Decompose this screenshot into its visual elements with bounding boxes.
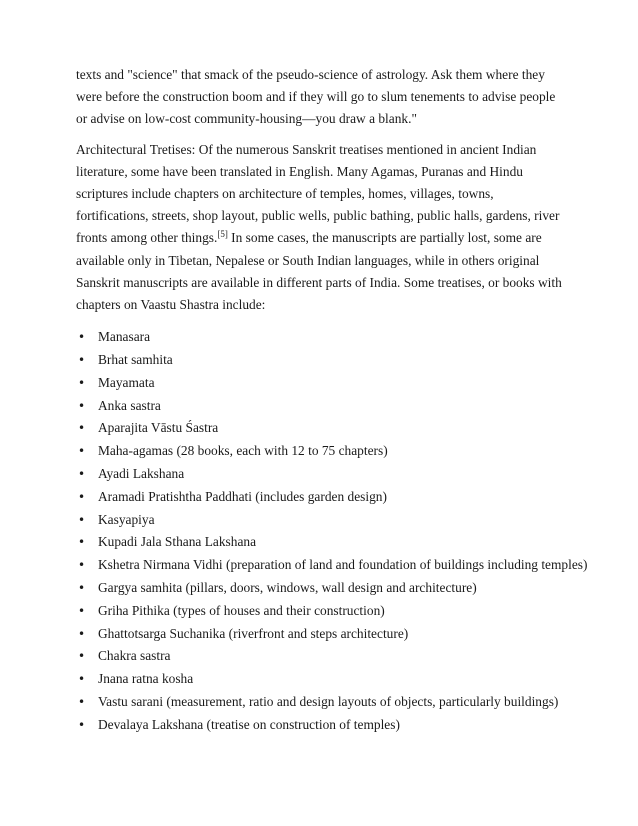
bullet-icon: • [78, 467, 86, 482]
list-item [76, 714, 566, 737]
bullet-icon: • [78, 535, 86, 550]
list-item [76, 623, 566, 646]
list-item-text: Mayamata [98, 374, 155, 390]
list-item-text: Aparajita Vāstu Śastra [98, 420, 219, 436]
list-item [76, 691, 566, 714]
list-item [76, 417, 566, 440]
list-item-text: Ghattotsarga Suchanika (riverfront and steps architecture) [98, 625, 409, 641]
bullet-icon: • [78, 558, 86, 573]
bullet-icon: • [78, 626, 86, 641]
list-item-text: Kshetra Nirmana Vidhi (preparation of land and foundation of buildings including temples) [98, 557, 588, 573]
list-item-text: Chakra sastra [98, 648, 171, 664]
paragraph-text: Architectural Tretises: Of the numerous Sanskrit treatises mentioned in ancient Indian literature, some have been translated in English. Many Agamas, Puranas and Hindu scriptures include chapters on architecture of temples, homes, villages, towns, fortifications, streets, shop layout, public wells, public bathing, public halls, gardens, river fronts among other things. [76, 141, 560, 246]
list-item [76, 463, 566, 486]
bullet-icon: • [78, 694, 86, 709]
list-item-text: Ayadi Lakshana [98, 466, 185, 482]
list-item-text: Anka sastra [98, 397, 161, 413]
list-item [76, 486, 566, 509]
paragraph-text: texts and "science" that smack of the pseudo-science of astrology. Ask them where they were before the construction boom and if they will go to slum tenements to advise people or advise on low-cost community-housing—you draw a blank." [76, 67, 556, 127]
list-item [76, 326, 566, 349]
list-item [76, 440, 566, 463]
bullet-icon: • [78, 330, 86, 345]
list-item-text: Brhat samhita [98, 352, 173, 368]
bullet-icon: • [78, 421, 86, 436]
bullet-icon: • [78, 489, 86, 504]
bullet-icon: • [78, 649, 86, 664]
citation-reference-link[interactable]: [5] [217, 229, 228, 240]
list-item-text: Jnana ratna kosha [98, 671, 194, 687]
list-item [76, 372, 566, 395]
bullet-icon: • [78, 375, 86, 390]
bullet-icon: • [78, 444, 86, 459]
list-item [76, 509, 566, 532]
list-item-text: Devalaya Lakshana (treatise on construction of temples) [98, 716, 400, 732]
bullet-icon: • [78, 581, 86, 595]
list-item-text: Gargya samhita (pillars, doors, windows, wall design and architecture) [98, 580, 477, 595]
paragraph-text-continued: In some cases, the manuscripts are partially lost, some are available only in Tibetan, Nepalese or South Indian languages, while in others original Sanskrit manuscripts are available in different parts of India. Some treatises, or books with chapters on Vaastu Shastra include: [76, 230, 562, 313]
list-item [76, 600, 566, 623]
bullet-icon: • [78, 603, 86, 618]
list-item-text: Manasara [98, 329, 151, 345]
list-item-text: Kupadi Jala Sthana Lakshana [98, 534, 257, 550]
list-item-text: Aramadi Pratishtha Paddhati (includes garden design) [98, 488, 387, 504]
list-item-text: Maha-agamas (28 books, each with 12 to 75 chapters) [98, 443, 388, 459]
bullet-icon: • [78, 353, 86, 368]
bullet-icon: • [78, 398, 86, 413]
document-page [76, 64, 588, 737]
list-item [76, 577, 566, 600]
bullet-icon: • [78, 512, 86, 527]
paragraph-astrology-critique [76, 64, 566, 131]
list-item [76, 668, 566, 691]
list-item-text: Kasyapiya [98, 511, 155, 527]
bullet-icon: • [78, 672, 86, 687]
list-item [76, 531, 566, 554]
paragraph-architectural-treatises [76, 139, 566, 317]
list-item [76, 395, 566, 418]
list-item [76, 554, 588, 577]
treatise-list [76, 326, 588, 736]
list-item-text: Vastu sarani (measurement, ratio and design layouts of objects, particularly buildings) [98, 693, 559, 709]
list-item [76, 645, 566, 668]
list-item [76, 349, 566, 372]
bullet-icon: • [78, 717, 86, 732]
list-item-text: Griha Pithika (types of houses and their construction) [98, 602, 385, 618]
